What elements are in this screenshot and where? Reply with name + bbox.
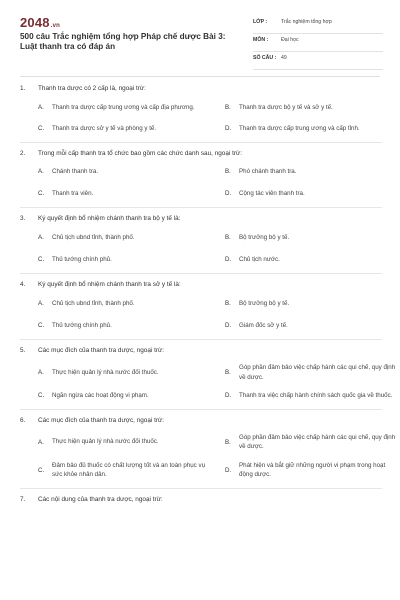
meta-label: SỐ CÂU : — [253, 55, 277, 61]
option-b[interactable] — [225, 103, 400, 113]
option-c[interactable] — [38, 189, 213, 199]
option-d[interactable] — [225, 391, 400, 401]
option-text: Thanh tra dược bộ y tế và sở y tế. — [239, 104, 333, 111]
question-number: 4. — [20, 281, 26, 288]
meta-value: 49 — [281, 55, 287, 61]
option-text: Giám đốc sở y tế. — [239, 321, 288, 329]
option-letter: C. — [38, 124, 45, 132]
option-c[interactable] — [38, 391, 213, 401]
option-letter: B. — [225, 300, 231, 308]
option-d[interactable] — [225, 189, 400, 199]
question-4 — [20, 274, 382, 340]
option-a[interactable] — [38, 299, 213, 309]
option-a[interactable] — [38, 433, 213, 452]
question-text: Các nội dung của thanh tra dược, ngoại trừ: — [38, 495, 163, 503]
option-d[interactable] — [225, 124, 400, 134]
question-header — [20, 346, 382, 355]
option-text: Thanh tra viên. — [52, 189, 94, 197]
question-number: 5. — [20, 347, 26, 354]
option-text: Thủ tướng chính phủ. — [52, 321, 112, 329]
option-text: Thanh tra việc chấp hành chính sách quốc gia về thuốc. — [239, 392, 393, 399]
option-b[interactable] — [225, 363, 400, 382]
option-text: Góp phần đảm bảo việc chấp hành các qui chế, quy định về dược. — [239, 364, 396, 381]
option-letter: B. — [225, 438, 231, 446]
option-letter: D. — [225, 321, 232, 329]
option-letter: B. — [225, 369, 231, 376]
header-divider — [20, 76, 380, 77]
option-a[interactable] — [38, 167, 213, 177]
option-text: Phó chánh thanh tra. — [239, 168, 297, 175]
question-3 — [20, 208, 382, 274]
option-letter: C. — [38, 255, 45, 263]
question-number: 6. — [20, 416, 26, 424]
option-b[interactable] — [225, 167, 400, 177]
option-letter: A. — [38, 168, 44, 176]
question-text: Các mục đích của thanh tra dược, ngoại trừ: — [38, 416, 165, 424]
option-letter: D. — [225, 392, 232, 400]
question-header — [20, 214, 382, 223]
question-list — [20, 80, 396, 504]
option-text: Thực hiện quản lý nhà nước đối thuốc. — [52, 438, 159, 446]
logo-main: 2048 — [20, 15, 50, 30]
meta-value: Trắc nghiệm tổng hợp — [281, 19, 332, 25]
option-text: Chủ tịch ubnd tỉnh, thành phố. — [52, 234, 135, 241]
option-text: Thanh tra dược cấp trung ương và cấp tỉnh. — [239, 124, 360, 132]
question-text: Thanh tra dược có 2 cấp là, ngoại trừ: — [38, 85, 146, 92]
option-letter: D. — [225, 466, 232, 474]
question-number: 3. — [20, 215, 26, 222]
question-header — [20, 280, 382, 289]
option-letter: B. — [225, 234, 231, 242]
question-header — [20, 84, 382, 93]
options-grid — [20, 167, 382, 198]
option-text: Bộ trưởng bộ y tế. — [239, 234, 290, 241]
option-text: Phát hiện và bắt giữ những người vi phạm trong hoạt động dược. — [239, 461, 386, 478]
meta-info — [253, 16, 383, 70]
option-c[interactable] — [38, 255, 213, 265]
option-d[interactable] — [225, 461, 400, 480]
logo-suffix: .vn — [50, 23, 61, 29]
option-text: Chủ tịch nước. — [239, 255, 280, 263]
option-letter: D. — [225, 255, 232, 263]
question-number: 7. — [20, 495, 26, 503]
question-number: 2. — [20, 150, 26, 157]
option-a[interactable] — [38, 103, 213, 113]
option-text: Ngăn ngừa các hoạt động vi phạm. — [52, 392, 149, 399]
options-grid — [20, 433, 396, 480]
option-text: Chủ tịch ubnd tỉnh, thành phố. — [52, 300, 135, 307]
option-b[interactable] — [225, 299, 400, 309]
option-letter: C. — [38, 321, 45, 329]
question-1 — [20, 80, 382, 143]
option-letter: C. — [38, 189, 45, 197]
question-text: Ký quyết định bổ nhiệm chánh thanh tra sở y tế là: — [38, 281, 181, 288]
option-b[interactable] — [225, 233, 400, 243]
question-text: Ký quyết định bổ nhiệm chánh thanh tra bộ y tế là: — [38, 215, 181, 222]
option-text: Đảm bảo đủ thuốc có chất lượng tốt và an toàn phục vụ sức khỏe nhân dân. — [52, 461, 206, 478]
option-letter: A. — [38, 300, 44, 308]
option-text: Thủ tướng chính phủ. — [52, 255, 112, 263]
header — [0, 0, 400, 70]
option-letter: A. — [38, 369, 44, 376]
question-5 — [20, 340, 396, 410]
meta-row-class — [253, 16, 383, 34]
option-text: Góp phần đảm bảo việc chấp hành các qui chế, quy định về dược. — [239, 433, 396, 450]
question-text: Trong mỗi cấp thanh tra tổ chức bao gồm các chức danh sau, ngoại trừ: — [38, 150, 243, 157]
question-header — [20, 149, 382, 158]
question-text: Các mục đích của thanh tra dược, ngoại trừ: — [38, 347, 165, 354]
question-7 — [20, 489, 382, 504]
option-text: Thực hiện quản lý nhà nước đối thuốc. — [52, 368, 159, 376]
option-text: Thanh tra dược sở y tế và phòng y tế. — [52, 124, 157, 132]
option-letter: B. — [225, 104, 231, 112]
option-d[interactable] — [225, 255, 400, 265]
option-b[interactable] — [225, 433, 400, 452]
option-letter: A. — [38, 104, 44, 112]
meta-value: Đại học — [281, 37, 299, 43]
option-letter: D. — [225, 189, 232, 197]
option-text: Bộ trưởng bộ y tế. — [239, 300, 290, 307]
meta-label: MÔN : — [253, 37, 269, 43]
option-text: Chánh thanh tra. — [52, 168, 99, 175]
option-a[interactable] — [38, 363, 213, 382]
option-c[interactable] — [38, 321, 213, 331]
option-c[interactable] — [38, 461, 213, 480]
document-title: 500 câu Trắc nghiệm tổng hợp Pháp chế dược Bài 3: Luật thanh tra có đáp án — [20, 32, 226, 51]
option-letter: B. — [225, 168, 231, 176]
question-2 — [20, 143, 382, 208]
option-d[interactable] — [225, 321, 400, 331]
question-header — [20, 416, 382, 425]
meta-row-count — [253, 52, 383, 70]
option-letter: D. — [225, 124, 232, 132]
option-a[interactable] — [38, 233, 213, 243]
options-grid — [20, 299, 382, 330]
meta-row-subject — [253, 34, 383, 52]
options-grid — [20, 233, 382, 264]
options-grid — [20, 103, 382, 133]
meta-label: LỚP : — [253, 19, 268, 25]
options-grid — [20, 363, 396, 401]
option-letter: A. — [38, 438, 44, 446]
question-6 — [20, 410, 396, 489]
option-text: Thanh tra dược cấp trung ương và cấp địa phương. — [52, 104, 195, 111]
option-letter: A. — [38, 234, 44, 242]
question-header — [20, 495, 382, 504]
option-c[interactable] — [38, 124, 213, 134]
site-logo[interactable] — [20, 15, 60, 30]
option-text: Cộng tác viên thanh tra. — [239, 189, 305, 197]
question-number: 1. — [20, 85, 26, 92]
option-letter: C. — [38, 392, 45, 400]
option-letter: C. — [38, 466, 45, 474]
